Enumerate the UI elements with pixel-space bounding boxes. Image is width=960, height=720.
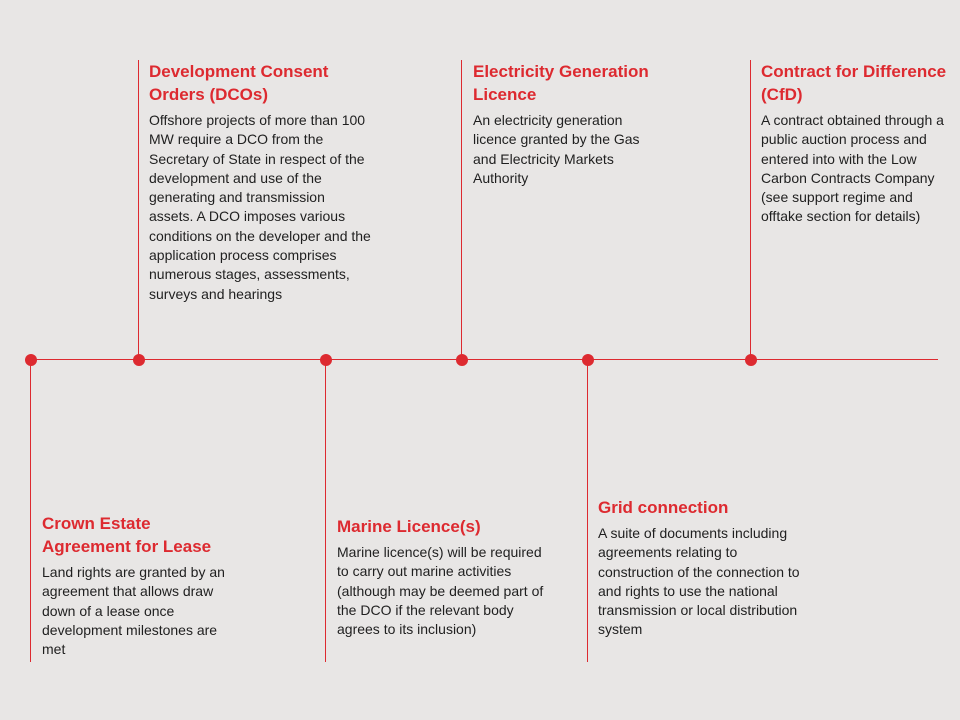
milestone-title: Crown Estate Agreement for Lease [42, 514, 212, 556]
connector-marine-licence [325, 360, 326, 662]
timeline-dot-generation-licence [456, 354, 468, 366]
timeline-dot-marine-licence [320, 354, 332, 366]
milestone-dco [149, 60, 371, 304]
milestone-crown-estate [42, 512, 242, 659]
milestone-description: A suite of documents including agreements relating to construction of the connection to and rights to use the national transmission or local distribution system [598, 525, 800, 638]
timeline-axis [30, 359, 938, 360]
milestone-description: Marine licence(s) will be required to carry out marine activities (although may be deemed part of the DCO if the relevant body agrees to its inclusion) [337, 544, 544, 638]
milestone-title: Electricity Generation Licence [473, 62, 649, 104]
milestone-title: Development Consent Orders (DCOs) [149, 62, 329, 104]
milestone-description: Offshore projects of more than 100 MW require a DCO from the Secretary of State in respect of the development and use of the generating and transmission assets. A DCO imposes various conditions on the developer and the application process comprises numerous stages, assessments, surveys and hearings [149, 112, 371, 302]
milestone-marine-licence [337, 515, 547, 639]
timeline-dot-crown-estate [25, 354, 37, 366]
milestone-description: A contract obtained through a public auction process and entered into with the Low Carbon Contracts Company (see support regime and offtake section for details) [761, 112, 944, 225]
milestone-generation-licence [473, 60, 663, 188]
timeline-dot-dco [133, 354, 145, 366]
milestone-cfd [761, 60, 953, 227]
timeline-dot-grid-connection [582, 354, 594, 366]
milestone-grid-connection [598, 496, 808, 640]
milestone-title: Grid connection [598, 498, 729, 517]
milestone-title: Marine Licence(s) [337, 517, 481, 536]
connector-cfd [750, 60, 751, 360]
connector-generation-licence [461, 60, 462, 360]
timeline-dot-cfd [745, 354, 757, 366]
milestone-description: An electricity generation licence granted by the Gas and Electricity Markets Authority [473, 112, 640, 186]
milestone-description: Land rights are granted by an agreement that allows draw down of a lease once development milestones are met [42, 564, 225, 658]
connector-crown-estate [30, 360, 31, 662]
connector-dco [138, 60, 139, 360]
connector-grid-connection [587, 360, 588, 662]
milestone-title: Contract for Difference (CfD) [761, 62, 947, 104]
